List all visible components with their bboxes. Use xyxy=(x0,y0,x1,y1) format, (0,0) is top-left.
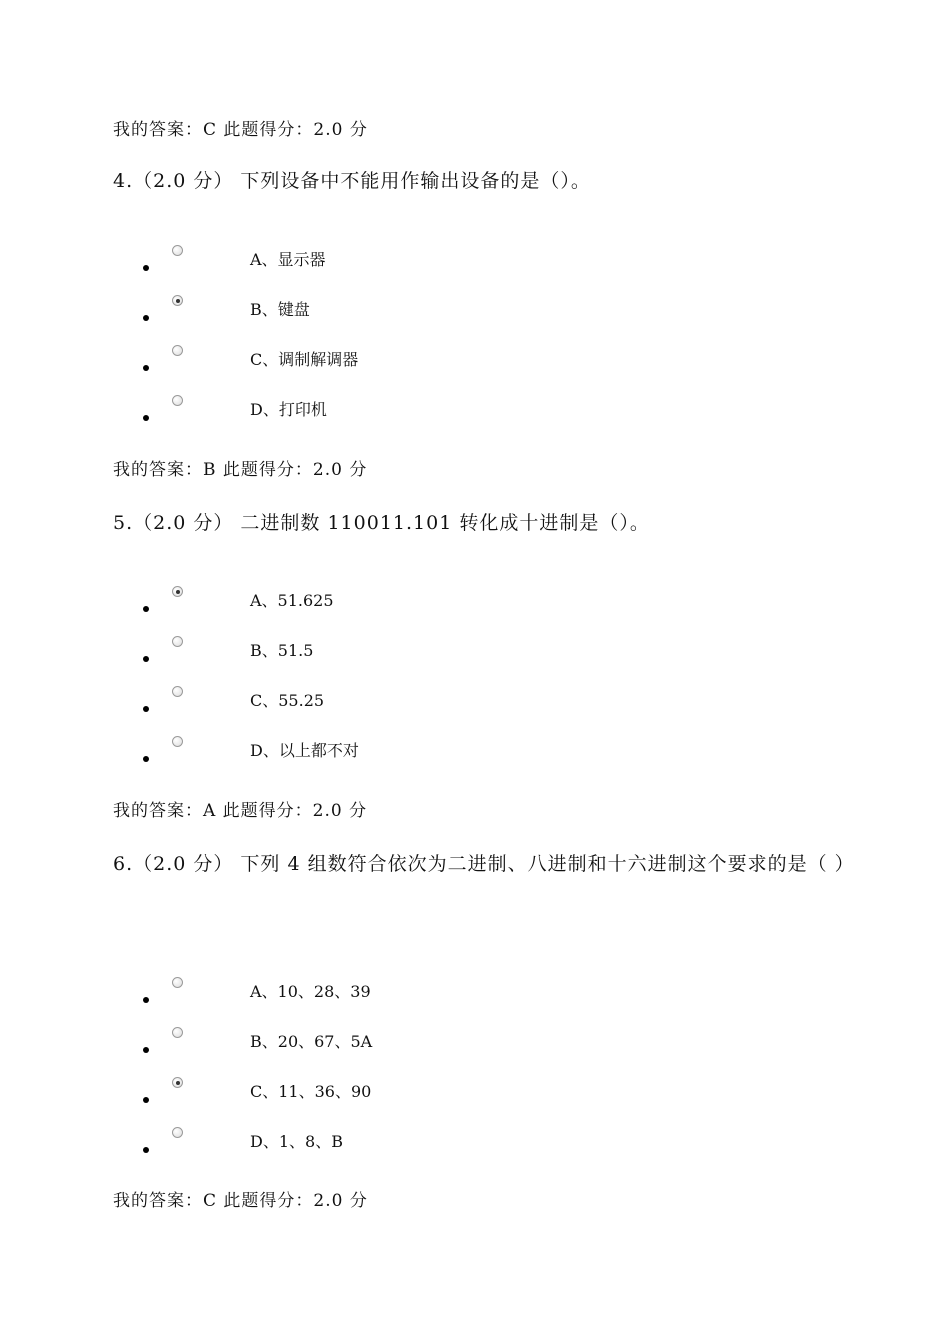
bullet xyxy=(143,365,149,371)
option-label: B、键盘 xyxy=(250,300,310,319)
option-label: A、显示器 xyxy=(250,250,326,269)
question-6-options xyxy=(0,977,950,1177)
bullet xyxy=(143,606,149,612)
option-q4-d[interactable] xyxy=(0,395,950,445)
radio-q5-a[interactable] xyxy=(172,586,183,597)
option-q5-a[interactable] xyxy=(0,586,950,636)
option-label: B、20、67、5A xyxy=(250,1032,373,1051)
option-q4-b[interactable] xyxy=(0,295,950,345)
bullet xyxy=(143,315,149,321)
option-label: A、10、28、39 xyxy=(250,982,371,1001)
question-5-text: 5.（2.0 分） 二进制数 110011.101 转化成十进制是（）。 xyxy=(113,512,650,534)
radio-q6-c[interactable] xyxy=(172,1077,183,1088)
bullet xyxy=(143,656,149,662)
option-label: C、11、36、90 xyxy=(250,1082,372,1101)
bullet xyxy=(143,1047,149,1053)
answer-score-q5: 我的答案：A 此题得分：2.0 分 xyxy=(113,801,368,821)
option-q6-c[interactable] xyxy=(0,1077,950,1127)
radio-q4-d[interactable] xyxy=(172,395,183,406)
bullet xyxy=(143,415,149,421)
bullet xyxy=(143,997,149,1003)
answer-score-q6: 我的答案：C 此题得分：2.0 分 xyxy=(113,1191,368,1211)
question-6-text: 6.（2.0 分） 下列 4 组数符合依次为二进制、八进制和十六进制这个要求的是（ ） xyxy=(113,853,855,875)
option-q5-b[interactable] xyxy=(0,636,950,686)
answer-score-prev: 我的答案：C 此题得分：2.0 分 xyxy=(113,120,368,140)
option-q6-d[interactable] xyxy=(0,1127,950,1177)
option-label: D、以上都不对 xyxy=(250,741,359,760)
radio-q4-c[interactable] xyxy=(172,345,183,356)
radio-q5-c[interactable] xyxy=(172,686,183,697)
question-4-options xyxy=(0,245,950,445)
radio-q5-d[interactable] xyxy=(172,736,183,747)
option-q4-c[interactable] xyxy=(0,345,950,395)
radio-q6-a[interactable] xyxy=(172,977,183,988)
option-label: D、1、8、B xyxy=(250,1132,343,1151)
option-label: C、调制解调器 xyxy=(250,350,359,369)
option-q4-a[interactable] xyxy=(0,245,950,295)
bullet xyxy=(143,756,149,762)
option-q6-b[interactable] xyxy=(0,1027,950,1077)
option-q6-a[interactable] xyxy=(0,977,950,1027)
answer-score-q4: 我的答案：B 此题得分：2.0 分 xyxy=(113,460,368,480)
radio-q6-d[interactable] xyxy=(172,1127,183,1138)
option-label: B、51.5 xyxy=(250,641,314,660)
bullet xyxy=(143,265,149,271)
radio-q5-b[interactable] xyxy=(172,636,183,647)
radio-q4-b[interactable] xyxy=(172,295,183,306)
radio-q6-b[interactable] xyxy=(172,1027,183,1038)
option-label: D、打印机 xyxy=(250,400,327,419)
bullet xyxy=(143,1147,149,1153)
option-q5-c[interactable] xyxy=(0,686,950,736)
radio-q4-a[interactable] xyxy=(172,245,183,256)
question-4-text: 4.（2.0 分） 下列设备中不能用作输出设备的是（）。 xyxy=(113,170,591,192)
bullet xyxy=(143,706,149,712)
option-label: C、55.25 xyxy=(250,691,325,710)
bullet xyxy=(143,1097,149,1103)
option-q5-d[interactable] xyxy=(0,736,950,786)
option-label: A、51.625 xyxy=(250,591,334,610)
question-5-options xyxy=(0,586,950,786)
